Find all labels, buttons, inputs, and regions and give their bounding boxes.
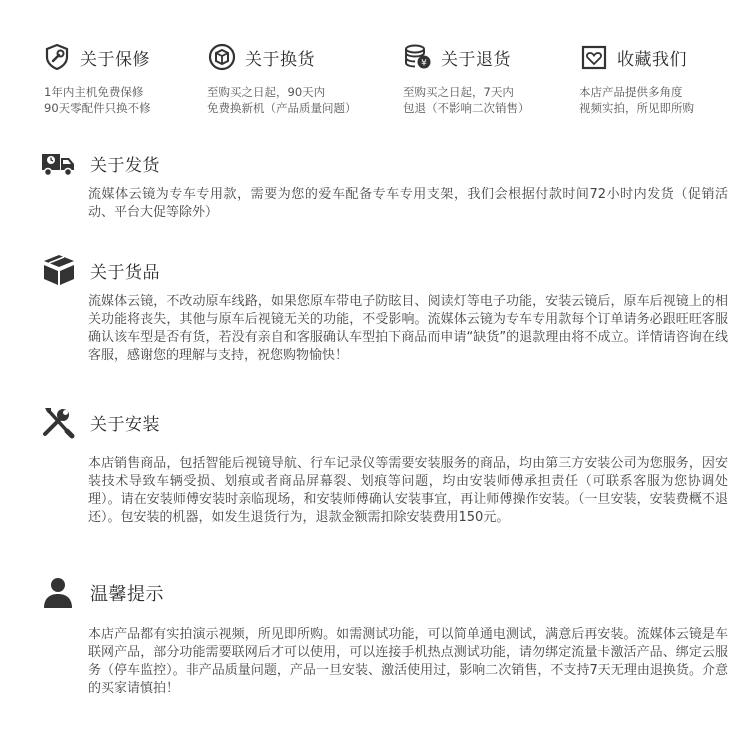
feature-desc-line: 包退（不影响二次销售） bbox=[403, 101, 530, 115]
feature-desc-line: 至购买之日起，7天内 bbox=[403, 85, 514, 99]
feature-favorite bbox=[579, 40, 750, 116]
user-icon bbox=[40, 576, 78, 610]
section-shipping bbox=[40, 146, 730, 222]
feature-desc-line: 90天零配件只换不修 bbox=[44, 101, 151, 115]
feature-return bbox=[403, 40, 583, 116]
service-features bbox=[0, 0, 750, 130]
feature-desc-line: 1年内主机免费保修 bbox=[44, 85, 144, 99]
section-body: 本店产品都有实拍演示视频，所见即所购。如需测试功能，可以简单通电测试，满意后再安装。流媒体云镜是车联网产品，部分功能需要联网后才可以使用，可以连接手机热点测试功能，请勿绑定流量卡激活产品、绑定云服务（停车监控）。非产品质量问题，产品一旦安装、激活使用过，影响二次销售，不支持7天无理由退换货。介意的买家请慎拍！ bbox=[88, 627, 728, 696]
section-installation bbox=[40, 405, 730, 527]
feature-title: 关于换货 bbox=[245, 49, 315, 70]
section-title: 关于货品 bbox=[90, 262, 160, 283]
goods-box-icon bbox=[40, 253, 78, 287]
feature-desc-line: 免费换新机（产品质量问题） bbox=[207, 101, 357, 115]
section-title: 关于安装 bbox=[90, 414, 160, 435]
section-body: 本店销售商品，包括智能后视镜导航、行车记录仪等需要安装服务的商品，均由第三方安装公司为您服务，因安装技术导致车辆受损、划痕或者商品屏幕裂、划痕等问题，均由安装师傅承担责任（可联系客服为您协调处理）。请在安装师傅安装时亲临现场，和安装师傅确认安装事宜，再让师傅操作安装。（一旦安装，安装费概不退还）。包安装的机器，如发生退货行为，退款金额需扣除安装费用150元。 bbox=[88, 456, 728, 525]
section-goods bbox=[40, 253, 730, 365]
section-body: 流媒体云镜，不改动原车线路，如果您原车带电子防眩目、阅读灯等电子功能，安装云镜后，原车后视镜上的相关功能将丧失，其他与原车后视镜无关的功能，不受影响。流媒体云镜为专车专用款每个订单请务必跟旺旺客服确认该车型是否有货，若没有亲自和客服确认车型拍下商品而申请“缺货”的退款理由将不成立。详情请咨询在线客服，感谢您的理解与支持，祝您购物愉快！ bbox=[88, 294, 728, 363]
tools-icon bbox=[40, 405, 78, 439]
section-title: 关于发货 bbox=[90, 155, 160, 176]
shield-wrench-icon bbox=[42, 42, 72, 72]
feature-desc-line: 至购买之日起，90天内 bbox=[207, 85, 326, 99]
feature-warranty bbox=[42, 40, 222, 116]
feature-title: 关于退货 bbox=[441, 49, 511, 70]
section-tips bbox=[40, 576, 730, 698]
svg-text:¥: ¥ bbox=[421, 58, 427, 69]
feature-desc-line: 本店产品提供多角度 bbox=[579, 85, 683, 99]
section-body: 流媒体云镜为专车专用款，需要为您的爱车配备专车专用支架，我们会根据付款时间72小时内发货（促销活动、平台大促等除外） bbox=[88, 187, 728, 220]
coins-stack-icon bbox=[403, 42, 433, 72]
exchange-box-icon bbox=[207, 42, 237, 72]
section-title: 温馨提示 bbox=[90, 584, 164, 605]
heart-card-icon bbox=[579, 42, 609, 72]
feature-exchange bbox=[207, 40, 387, 116]
feature-title: 关于保修 bbox=[80, 49, 150, 70]
feature-desc-line: 视频实拍，所见即所购 bbox=[579, 101, 694, 115]
feature-title: 收藏我们 bbox=[617, 49, 687, 70]
delivery-truck-icon bbox=[40, 146, 78, 180]
